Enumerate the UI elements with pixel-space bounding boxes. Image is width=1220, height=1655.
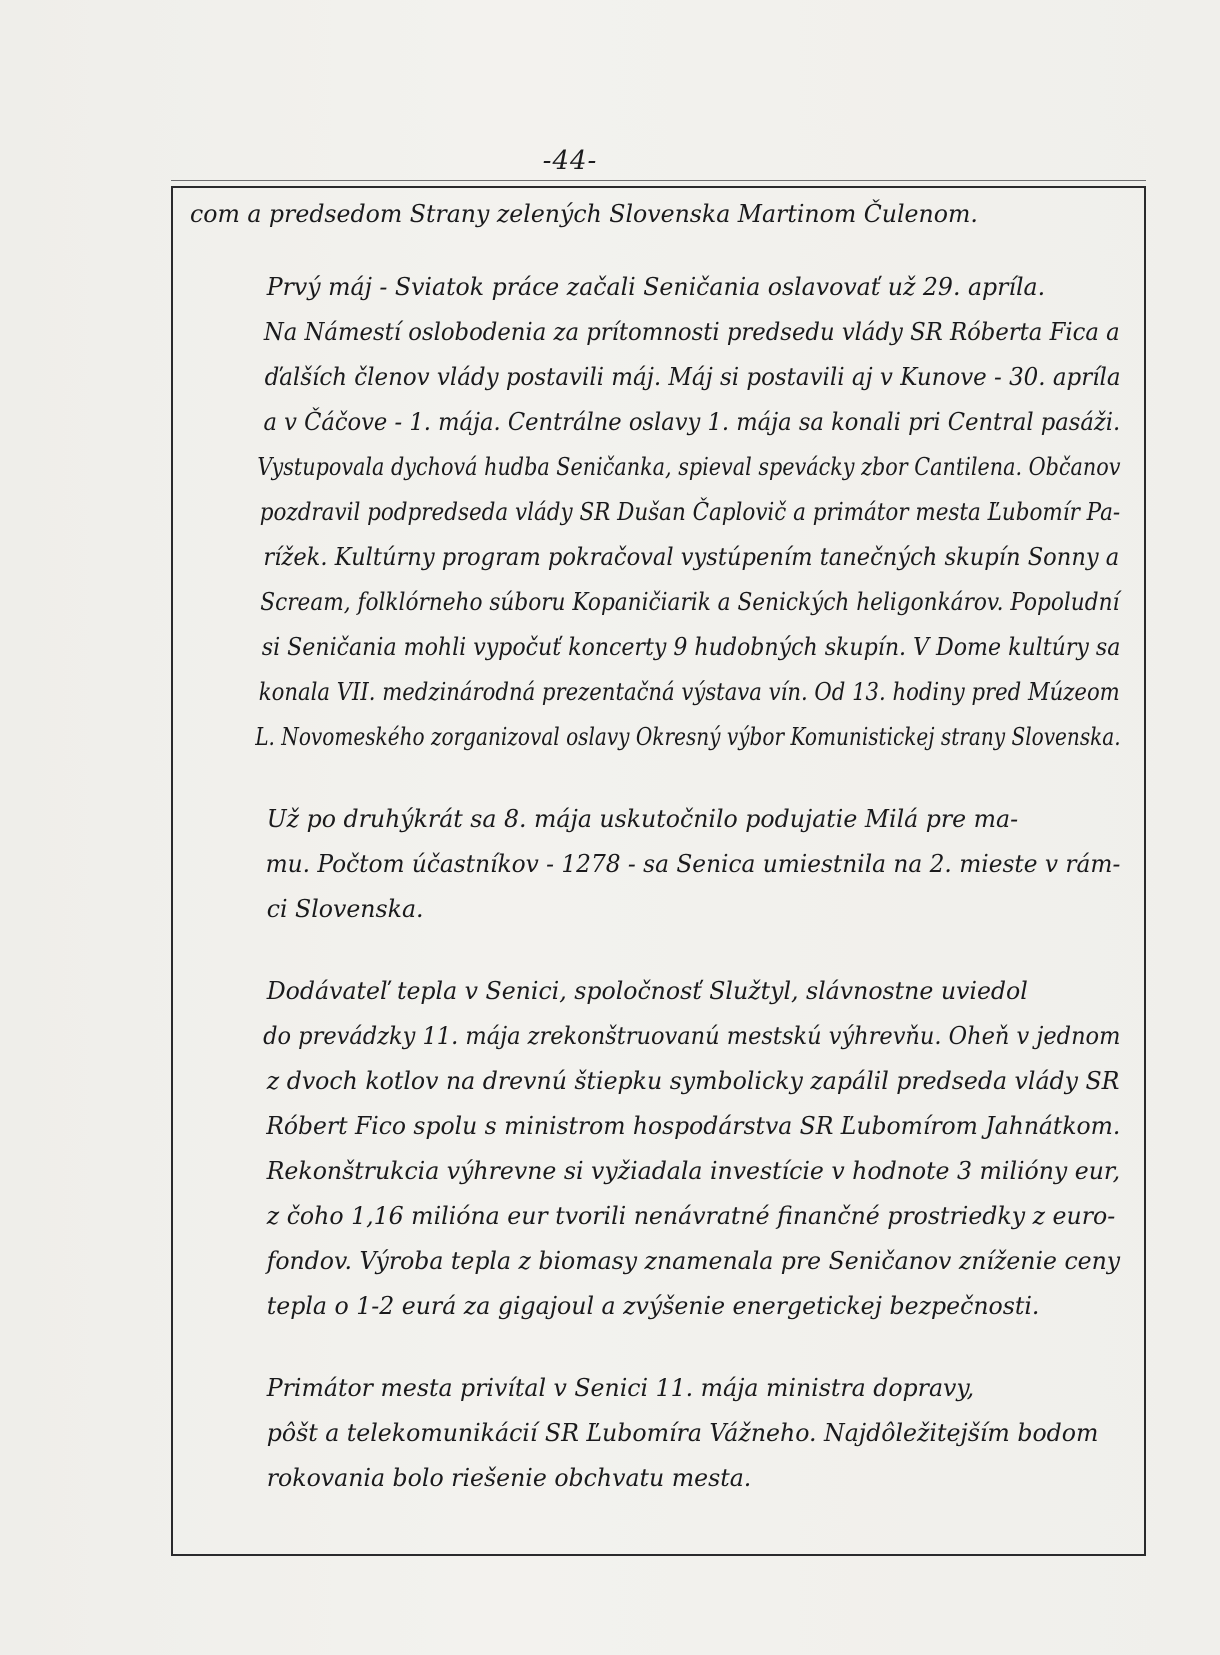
paragraph-mila-pre-mamu	[190, 797, 1135, 932]
text-line: Dodávateľ tepla v Senici, spoločnosť Služtyl, slávnostne uviedol	[266, 977, 1028, 1005]
text-line: Rekonštrukcia výhrevne si vyžiadala investície v hodnote 3 milióny eur,	[266, 1157, 1121, 1185]
text-line: Vystupovala dychová hudba Seničanka, spieval spevácky zbor Cantilena. Občanov	[257, 453, 1121, 481]
text-line: Primátor mesta privítal v Senici 11. mája ministra dopravy,	[266, 1374, 975, 1402]
text-line: rokovania bolo riešenie obchvatu mesta.	[266, 1464, 752, 1492]
paragraph-minister-visit	[190, 1366, 1135, 1501]
frame-top-rule	[171, 180, 1146, 181]
text-line: z dvoch kotlov na drevnú štiepku symbolicky zapálil predseda vlády SR	[266, 1067, 1120, 1095]
text-line: Na Námestí oslobodenia za prítomnosti predsedu vlády SR Róberta Fica a	[263, 318, 1120, 346]
paragraph-heating-plant	[190, 969, 1135, 1329]
text-line: rížek. Kultúrny program pokračoval vystúpením tanečných skupín Sonny a	[263, 543, 1120, 571]
text-line: Prvý máj - Sviatok práce začali Seničania oslavovať už 29. apríla.	[266, 273, 1046, 301]
text-line: z čoho 1,16 milióna eur tvorili nenávratné finančné prostriedky z euro-	[266, 1202, 1116, 1230]
text-line: fondov. Výroba tepla z biomasy znamenala pre Seničanov zníženie ceny	[266, 1247, 1121, 1275]
text-line: Scream, folklórneho súboru Kopaničiarik a Senických heligonkárov. Popoludní	[260, 588, 1120, 616]
handwritten-text	[190, 192, 1135, 1538]
text-line: do prevádzky 11. mája zrekonštruovanú mestskú výhrevňu. Oheň v jednom	[263, 1022, 1121, 1050]
page-number: -44-	[542, 146, 598, 176]
text-line: L. Novomeského zorganizoval oslavy Okresný výbor Komunistickej strany Slovenska.	[255, 723, 1121, 751]
text-line: pozdravil podpredseda vlády SR Dušan Čaplovič a primátor mesta Ľubomír Pa-	[259, 498, 1121, 526]
text-line: Róbert Fico spolu s ministrom hospodárstva SR Ľubomírom Jahnátkom.	[266, 1112, 1121, 1140]
text-line: konala VII. medzinárodná prezentačná výstava vín. Od 13. hodiny pred Múzeom	[258, 678, 1120, 706]
text-line: si Seničania mohli vypočuť koncerty 9 hudobných skupín. V Dome kultúry sa	[261, 633, 1121, 661]
paragraph-may-day	[190, 265, 1135, 760]
text-line: pôšt a telekomunikácií SR Ľubomíra Vážneho. Najdôležitejším bodom	[266, 1419, 1099, 1447]
paragraph	[190, 192, 1135, 237]
text-line: a v Čáčove - 1. mája. Centrálne oslavy 1. mája sa konali pri Central pasáži.	[263, 408, 1121, 436]
text-line: ci Slovenska.	[266, 895, 424, 923]
text-line: ďalších členov vlády postavili máj. Máj si postavili aj v Kunove - 30. apríla	[264, 363, 1121, 391]
text-line: mu. Počtom účastníkov - 1278 - sa Senica umiestnila na 2. mieste v rám-	[265, 850, 1121, 878]
text-line: Už po druhýkrát sa 8. mája uskutočnilo podujatie Milá pre ma-	[266, 805, 1019, 833]
text-line: com a predsedom Strany zelených Slovenska Martinom Čulenom.	[190, 200, 978, 228]
text-line: tepla o 1-2 eurá za gigajoul a zvýšenie energetickej bezpečnosti.	[266, 1292, 1040, 1320]
